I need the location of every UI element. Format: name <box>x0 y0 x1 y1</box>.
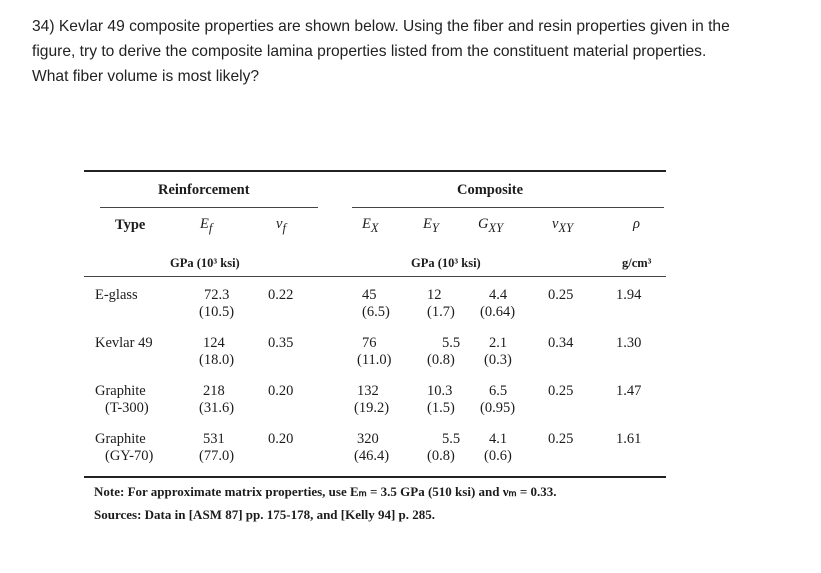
cell-vf: 0.20 <box>268 431 294 447</box>
cell-gxy-ksi: (0.3) <box>484 352 512 368</box>
col-gxy: $G_{XY}$ <box>478 216 504 235</box>
cell-vf: 0.22 <box>268 287 294 303</box>
units-reinforcement: GPa (10³ ksi) <box>170 256 240 270</box>
cell-ef-ksi: (31.6) <box>199 400 235 416</box>
cell-gxy: 4.1 <box>489 431 508 447</box>
cell-vf: 0.35 <box>268 335 294 351</box>
cell-ex: 132 <box>357 383 379 399</box>
cell-ey: 10.3 <box>427 383 453 399</box>
cell-vf: 0.20 <box>268 383 294 399</box>
cell-type: E-glass <box>95 287 138 303</box>
composite-rule <box>352 207 664 208</box>
cell-ex-ksi: (19.2) <box>354 400 390 416</box>
cell-ef: 124 <box>203 335 225 351</box>
composite-header: Composite <box>457 182 524 198</box>
cell-gxy: 2.1 <box>489 335 508 351</box>
cell-gxy-ksi: (0.95) <box>480 400 516 416</box>
cell-type: Graphite <box>95 383 146 399</box>
cell-ex: 76 <box>362 335 377 351</box>
cell-gxy-ksi: (0.64) <box>480 304 516 320</box>
cell-ef: 218 <box>203 383 225 399</box>
cell-type-grade: (T-300) <box>105 400 149 416</box>
cell-vxy: 0.34 <box>548 335 574 351</box>
cell-rho: 1.47 <box>616 383 642 399</box>
col-ex: $E_X$ <box>362 216 379 235</box>
cell-ey-ksi: (1.5) <box>427 400 455 416</box>
question-line: What fiber volume is most likely? <box>32 68 260 85</box>
col-vf: $\nu_f$ <box>276 216 286 235</box>
cell-rho: 1.94 <box>616 287 642 303</box>
cell-vxy: 0.25 <box>548 287 574 303</box>
cell-ex: 320 <box>357 431 379 447</box>
cell-ey-ksi: (1.7) <box>427 304 455 320</box>
cell-ey-ksi: (0.8) <box>427 352 455 368</box>
cell-ex-ksi: (46.4) <box>354 448 390 464</box>
cell-type: Kevlar 49 <box>95 335 153 351</box>
reinforcement-header: Reinforcement <box>158 182 250 198</box>
col-vxy: $\nu_{XY}$ <box>552 216 574 235</box>
cell-rho: 1.30 <box>616 335 642 351</box>
cell-type-grade: (GY-70) <box>105 448 154 464</box>
cell-gxy: 4.4 <box>489 287 508 303</box>
table-top-rule <box>84 170 666 172</box>
col-ey: $E_Y$ <box>423 216 439 235</box>
cell-gxy-ksi: (0.6) <box>484 448 512 464</box>
table-note: Note: For approximate matrix properties, use Eₘ = 3.5 GPa (510 ksi) and νₘ = 0.33. <box>94 484 557 499</box>
cell-ey: 5.5 <box>442 335 461 351</box>
cell-ef: 531 <box>203 431 225 447</box>
cell-rho: 1.61 <box>616 431 642 447</box>
question-line: 34) Kevlar 49 composite properties are shown below. Using the fiber and resin properties given in the <box>32 18 730 35</box>
cell-ey: 12 <box>427 287 442 303</box>
cell-ef: 72.3 <box>204 287 230 303</box>
cell-type: Graphite <box>95 431 146 447</box>
col-ef: $E_f$ <box>200 216 213 235</box>
cell-ex-ksi: (11.0) <box>357 352 392 368</box>
question-line: figure, try to derive the composite lamina properties listed from the constituent material properties. <box>32 43 707 60</box>
cell-ey-ksi: (0.8) <box>427 448 455 464</box>
cell-ex: 45 <box>362 287 377 303</box>
col-rho: ρ <box>633 216 640 232</box>
cell-ey: 5.5 <box>442 431 461 447</box>
table-bottom-rule <box>84 476 666 478</box>
cell-ef-ksi: (77.0) <box>199 448 235 464</box>
col-type: Type <box>115 217 146 233</box>
cell-gxy: 6.5 <box>489 383 508 399</box>
cell-vxy: 0.25 <box>548 431 574 447</box>
cell-vxy: 0.25 <box>548 383 574 399</box>
units-composite: GPa (10³ ksi) <box>411 256 481 270</box>
cell-ef-ksi: (10.5) <box>199 304 235 320</box>
header-bottom-rule <box>84 276 666 277</box>
reinforcement-rule <box>100 207 318 208</box>
units-density: g/cm³ <box>622 256 652 270</box>
cell-ef-ksi: (18.0) <box>199 352 235 368</box>
cell-ex-ksi: (6.5) <box>362 304 390 320</box>
table-sources: Sources: Data in [ASM 87] pp. 175-178, and [Kelly 94] p. 285. <box>94 507 436 522</box>
